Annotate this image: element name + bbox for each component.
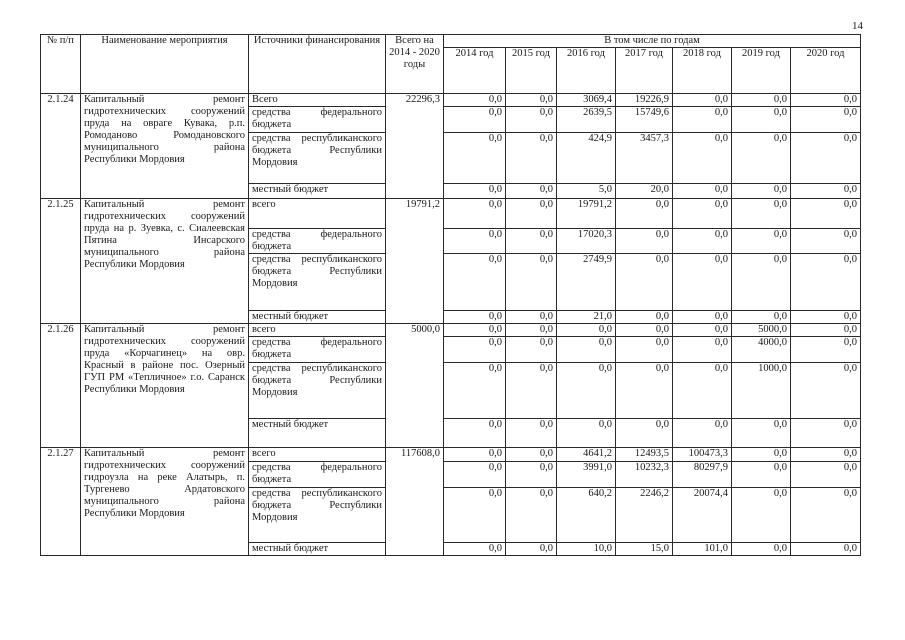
year-value: 0,0	[506, 311, 557, 324]
year-value: 0,0	[732, 199, 791, 229]
year-value: 0,0	[732, 462, 791, 488]
year-value: 0,0	[616, 229, 673, 254]
year-value: 0,0	[791, 254, 861, 311]
item-total: 22296,3	[386, 94, 444, 199]
year-value: 0,0	[506, 543, 557, 556]
table-row	[41, 448, 861, 462]
source-local: местный бюджет	[249, 184, 386, 199]
year-value: 0,0	[732, 107, 791, 133]
source-republic: средства республиканского бюджета Республики Мордовия	[249, 254, 386, 311]
year-value: 0,0	[791, 311, 861, 324]
year-value: 10232,3	[616, 462, 673, 488]
year-value: 0,0	[673, 107, 732, 133]
source-federal: средства федерального бюджета	[249, 462, 386, 488]
year-value: 0,0	[444, 488, 506, 543]
year-value: 12493,5	[616, 448, 673, 462]
year-value: 0,0	[444, 324, 506, 337]
header-year: 2015 год	[506, 48, 557, 94]
year-value: 0,0	[444, 543, 506, 556]
header-by-years: В том числе по годам	[444, 35, 861, 48]
year-value: 0,0	[557, 324, 616, 337]
year-value: 4641,2	[557, 448, 616, 462]
year-value: 0,0	[444, 462, 506, 488]
source-republic: средства республиканского бюджета Республики Мордовия	[249, 363, 386, 419]
year-value: 0,0	[791, 488, 861, 543]
source-federal: средства федерального бюджета	[249, 107, 386, 133]
year-value: 0,0	[673, 229, 732, 254]
year-value: 0,0	[444, 448, 506, 462]
year-value: 0,0	[673, 94, 732, 107]
year-value: 5,0	[557, 184, 616, 199]
year-value: 0,0	[506, 448, 557, 462]
year-value: 0,0	[506, 94, 557, 107]
item-total: 19791,2	[386, 199, 444, 324]
item-name: Капитальный ремонт гидротехнических сооружений гидроузла на реке Алатырь, п. Тургенево Ардатовского муниципального района Республики Мордовия	[81, 448, 249, 556]
year-value: 0,0	[732, 94, 791, 107]
page-number: 14	[852, 20, 863, 32]
year-value: 0,0	[506, 184, 557, 199]
year-value: 0,0	[444, 229, 506, 254]
year-value: 0,0	[791, 94, 861, 107]
year-value: 0,0	[506, 107, 557, 133]
source-total: всего	[249, 199, 386, 229]
year-value: 0,0	[616, 311, 673, 324]
year-value: 0,0	[791, 448, 861, 462]
year-value: 0,0	[444, 184, 506, 199]
header-name: Наименование мероприятия	[81, 35, 249, 94]
year-value: 0,0	[673, 199, 732, 229]
source-federal: средства федерального бюджета	[249, 337, 386, 363]
table-row	[41, 324, 861, 337]
year-value: 0,0	[732, 419, 791, 448]
year-value: 0,0	[791, 184, 861, 199]
year-value: 0,0	[444, 133, 506, 184]
year-value: 0,0	[673, 254, 732, 311]
source-republic: средства республиканского бюджета Республики Мордовия	[249, 133, 386, 184]
year-value: 0,0	[732, 229, 791, 254]
source-total: всего	[249, 324, 386, 337]
year-value: 0,0	[444, 363, 506, 419]
source-republic: средства республиканского бюджета Республики Мордовия	[249, 488, 386, 543]
year-value: 4000,0	[732, 337, 791, 363]
year-value: 2246,2	[616, 488, 673, 543]
year-value: 0,0	[506, 419, 557, 448]
table-row	[41, 94, 861, 107]
year-value: 17020,3	[557, 229, 616, 254]
year-value: 0,0	[506, 488, 557, 543]
table-body	[41, 94, 861, 556]
item-name: Капитальный ремонт гидротехнических сооружений пруда на р. Зуевка, с. Сиалеевская Пятина Инсарского муниципального района Республики Мордовия	[81, 199, 249, 324]
item-number: 2.1.27	[41, 448, 81, 556]
year-value: 0,0	[732, 184, 791, 199]
year-value: 424,9	[557, 133, 616, 184]
year-value: 15749,6	[616, 107, 673, 133]
header-year: 2019 год	[732, 48, 791, 94]
year-value: 0,0	[444, 254, 506, 311]
header-year: 2017 год	[616, 48, 673, 94]
year-value: 0,0	[732, 254, 791, 311]
budget-table	[40, 34, 861, 556]
year-value: 1000,0	[732, 363, 791, 419]
year-value: 0,0	[732, 133, 791, 184]
year-value: 0,0	[791, 133, 861, 184]
year-value: 0,0	[557, 419, 616, 448]
year-value: 0,0	[732, 311, 791, 324]
year-value: 0,0	[444, 337, 506, 363]
year-value: 19226,9	[616, 94, 673, 107]
year-value: 0,0	[616, 419, 673, 448]
year-value: 0,0	[791, 462, 861, 488]
year-value: 0,0	[444, 419, 506, 448]
year-value: 0,0	[673, 337, 732, 363]
header-num: № п/п	[41, 35, 81, 94]
year-value: 0,0	[791, 107, 861, 133]
year-value: 0,0	[506, 363, 557, 419]
year-value: 0,0	[791, 337, 861, 363]
year-value: 0,0	[791, 229, 861, 254]
header-total: Всего на 2014 - 2020 годы	[386, 35, 444, 94]
year-value: 80297,9	[673, 462, 732, 488]
year-value: 0,0	[673, 184, 732, 199]
item-total: 5000,0	[386, 324, 444, 448]
item-total: 117608,0	[386, 448, 444, 556]
year-value: 2639,5	[557, 107, 616, 133]
year-value: 0,0	[506, 324, 557, 337]
year-value: 21,0	[557, 311, 616, 324]
year-value: 0,0	[506, 462, 557, 488]
year-value: 0,0	[673, 311, 732, 324]
item-number: 2.1.24	[41, 94, 81, 199]
year-value: 0,0	[732, 543, 791, 556]
year-value: 0,0	[791, 543, 861, 556]
year-value: 0,0	[616, 363, 673, 419]
year-value: 3069,4	[557, 94, 616, 107]
year-value: 0,0	[673, 363, 732, 419]
source-federal: средства федерального бюджета	[249, 229, 386, 254]
year-value: 0,0	[673, 419, 732, 448]
year-value: 640,2	[557, 488, 616, 543]
year-value: 0,0	[616, 324, 673, 337]
year-value: 0,0	[506, 133, 557, 184]
year-value: 0,0	[673, 133, 732, 184]
year-value: 0,0	[506, 199, 557, 229]
table-row	[41, 199, 861, 229]
year-value: 0,0	[444, 311, 506, 324]
year-value: 0,0	[791, 419, 861, 448]
year-value: 0,0	[791, 363, 861, 419]
header-year: 2014 год	[444, 48, 506, 94]
year-value: 0,0	[616, 254, 673, 311]
year-value: 20074,4	[673, 488, 732, 543]
year-value: 3457,3	[616, 133, 673, 184]
year-value: 0,0	[506, 337, 557, 363]
header-sources: Источники финансирования	[249, 35, 386, 94]
year-value: 0,0	[506, 254, 557, 311]
item-number: 2.1.26	[41, 324, 81, 448]
source-local: местный бюджет	[249, 311, 386, 324]
header-year: 2020 год	[791, 48, 861, 94]
year-value: 0,0	[732, 448, 791, 462]
item-name: Капитальный ремонт гидротехнических сооружений пруда на овраге Кувака, р.п. Ромоданово Ромодановского муниципального района Республики Мордовия	[81, 94, 249, 199]
year-value: 0,0	[791, 199, 861, 229]
year-value: 0,0	[616, 337, 673, 363]
year-value: 0,0	[673, 324, 732, 337]
source-local: местный бюджет	[249, 543, 386, 556]
year-value: 0,0	[791, 324, 861, 337]
year-value: 0,0	[732, 488, 791, 543]
header-year: 2016 год	[557, 48, 616, 94]
year-value: 0,0	[444, 94, 506, 107]
source-total: Всего	[249, 94, 386, 107]
year-value: 101,0	[673, 543, 732, 556]
year-value: 19791,2	[557, 199, 616, 229]
year-value: 0,0	[557, 363, 616, 419]
year-value: 0,0	[616, 199, 673, 229]
year-value: 100473,3	[673, 448, 732, 462]
year-value: 15,0	[616, 543, 673, 556]
year-value: 0,0	[557, 337, 616, 363]
source-total: всего	[249, 448, 386, 462]
year-value: 0,0	[506, 229, 557, 254]
year-value: 10,0	[557, 543, 616, 556]
year-value: 0,0	[444, 107, 506, 133]
year-value: 5000,0	[732, 324, 791, 337]
header-year: 2018 год	[673, 48, 732, 94]
year-value: 0,0	[444, 199, 506, 229]
source-local: местный бюджет	[249, 419, 386, 448]
year-value: 3991,0	[557, 462, 616, 488]
year-value: 20,0	[616, 184, 673, 199]
item-number: 2.1.25	[41, 199, 81, 324]
year-value: 2749,9	[557, 254, 616, 311]
item-name: Капитальный ремонт гидротехнических сооружений пруда «Корчагинец» на овр. Красный в районе пос. Озерный ГУП РМ «Тепличное» г.о. Саранск Республики Мордовия	[81, 324, 249, 448]
